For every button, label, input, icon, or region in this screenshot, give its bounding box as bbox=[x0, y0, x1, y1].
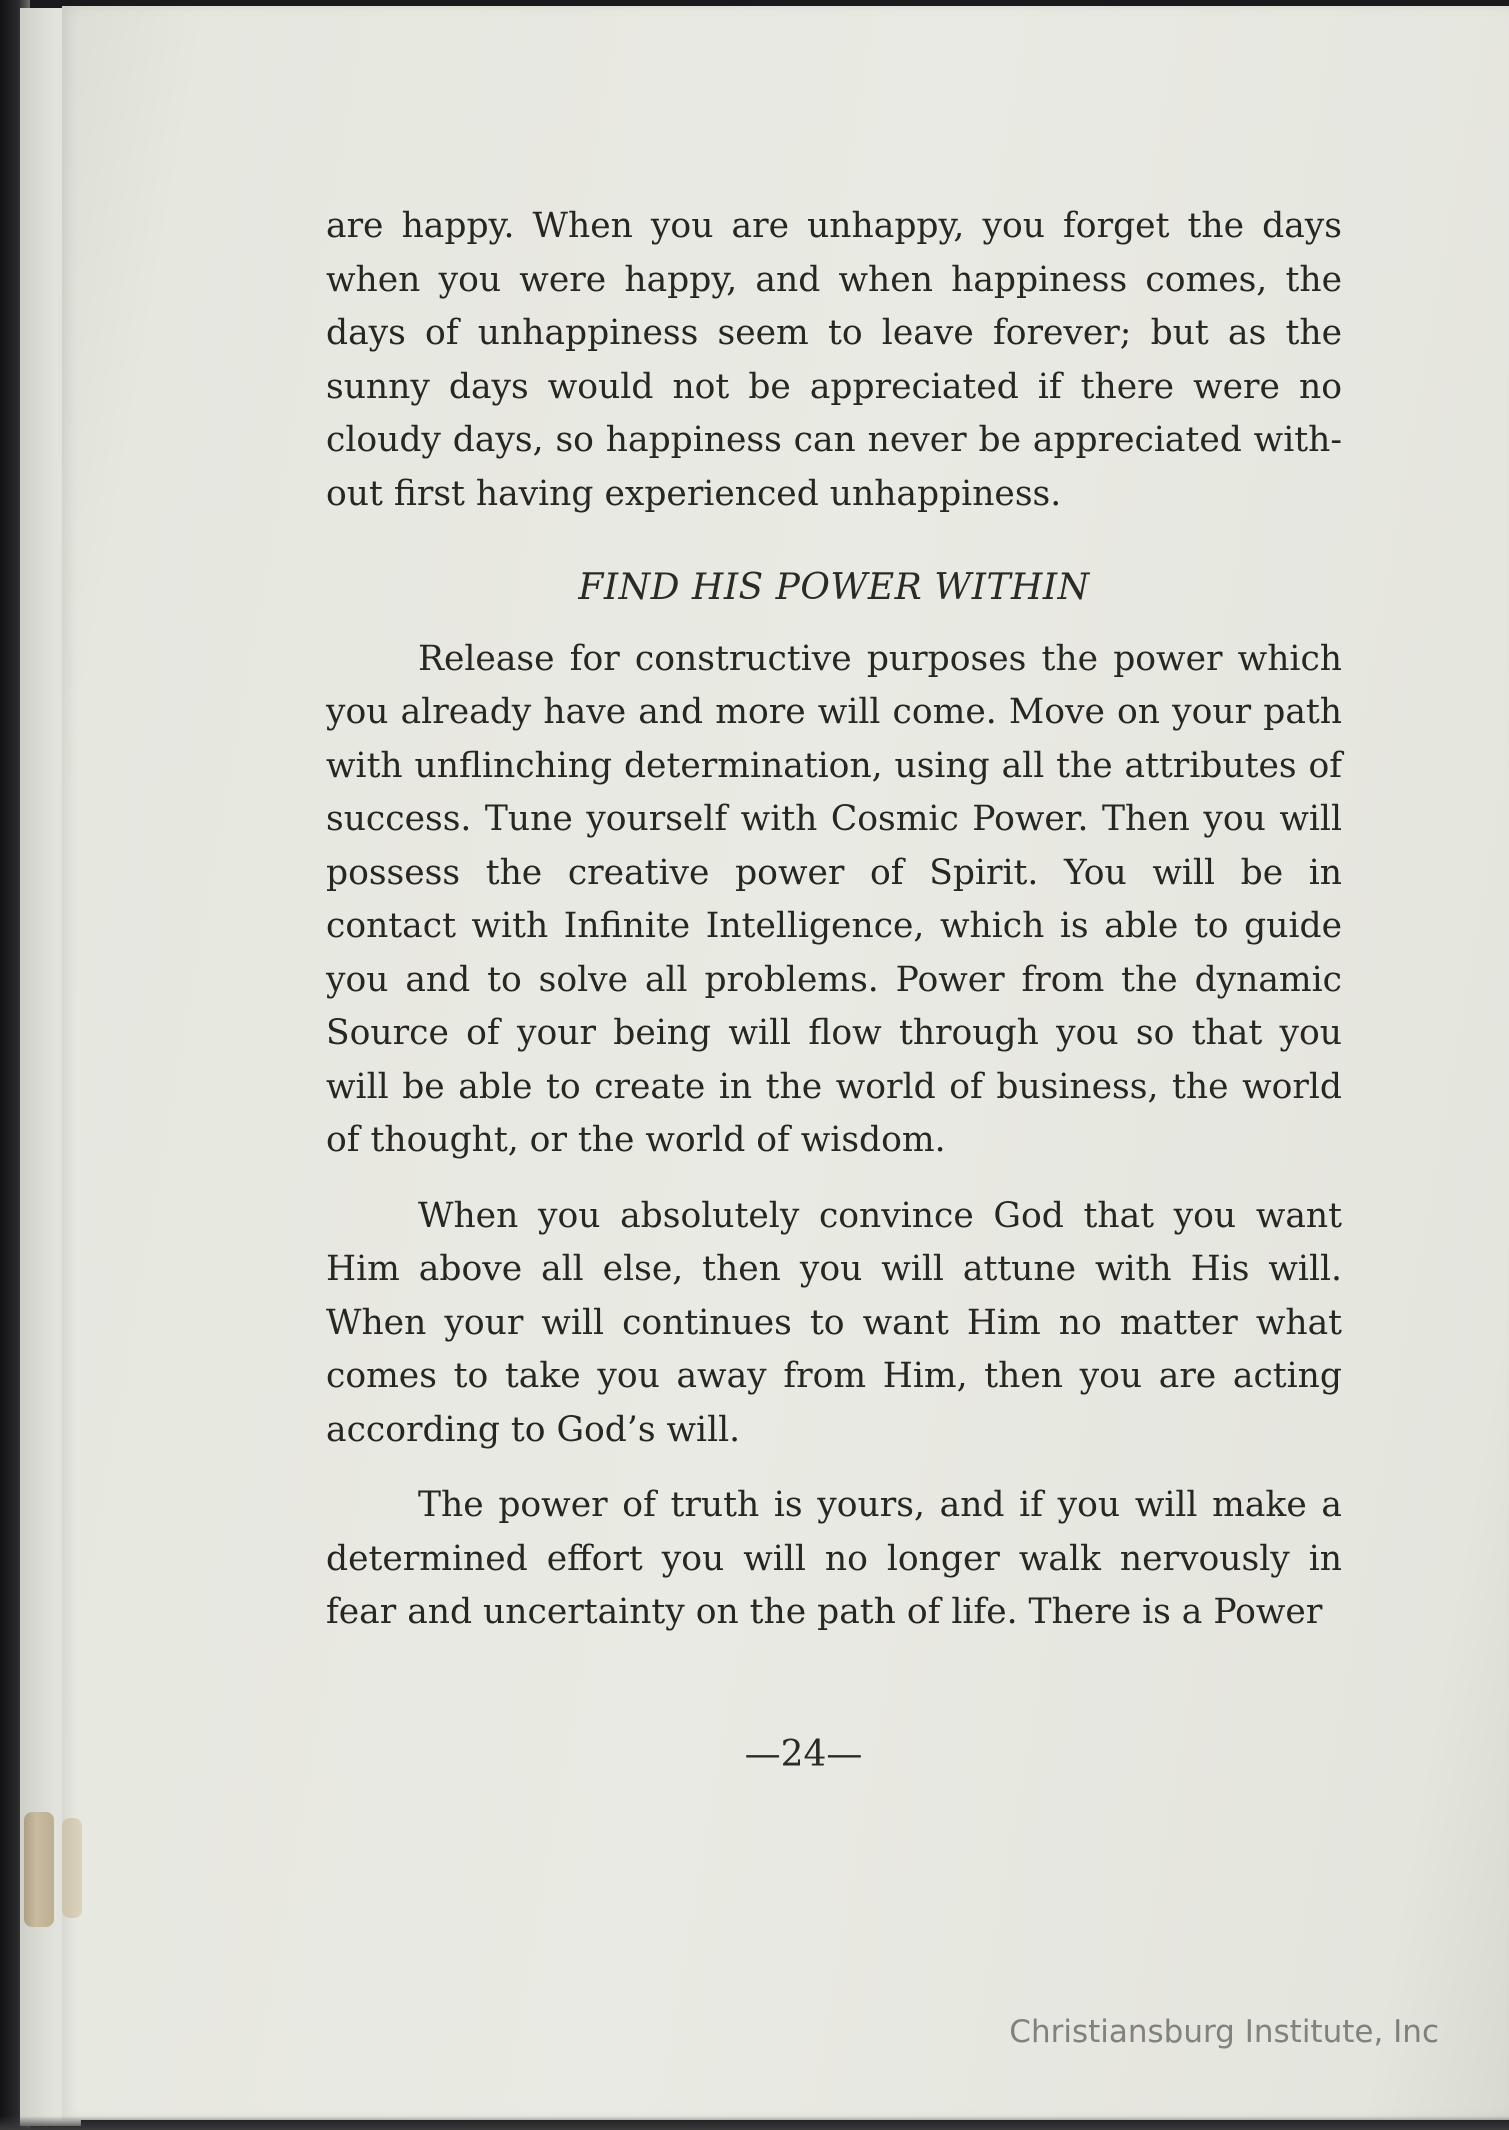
paragraph-1: Release for constructive purposes the power which you already have and more will come. Move on your path with unflinching determination, using all the attributes of success. Tune yourself with Cosmic Power. Then you will possess the creative power of Spirit. You will be in contact with Infinite Intelligence, which is able to guide you and to solve all problems. Power from the dynamic Source of your being will flow through you so that you will be able to create in the world of business, the world of thought, or the world of wisdom. bbox=[326, 638, 1342, 1160]
page-number: —24— bbox=[744, 1734, 863, 1775]
tape-mark-faint bbox=[62, 1818, 82, 1918]
tape-mark bbox=[24, 1812, 54, 1927]
paragraph-2: When you absolutely convince God that you want Him above all else, then you will attune with His will. When your will continues to want Him no matter what comes to take you away from Him, then you are acting according to God’s will. bbox=[326, 1195, 1342, 1450]
section-heading: FIND HIS POWER WITHIN bbox=[578, 567, 1090, 608]
page-bottom-shadow bbox=[0, 2116, 1509, 2130]
watermark-text: Christiansburg Institute, Inc bbox=[1009, 2014, 1439, 2050]
continued-paragraph: are happy. When you are unhappy, you forget the days when you were happy, and when happiness comes, the days of unhappiness seem to leave forever; but as the sunny days would not be appreciated if there were no cloudy days, so happiness can never be appreciated without first having experienced unhappiness. bbox=[326, 206, 1342, 514]
paragraph-3: The power of truth is yours, and if you will make a determined effort you will no longer walk nervously in fear and uncertainty on the path of life. There is a Power bbox=[326, 1485, 1342, 1632]
page-text-block bbox=[326, 200, 1342, 1640]
